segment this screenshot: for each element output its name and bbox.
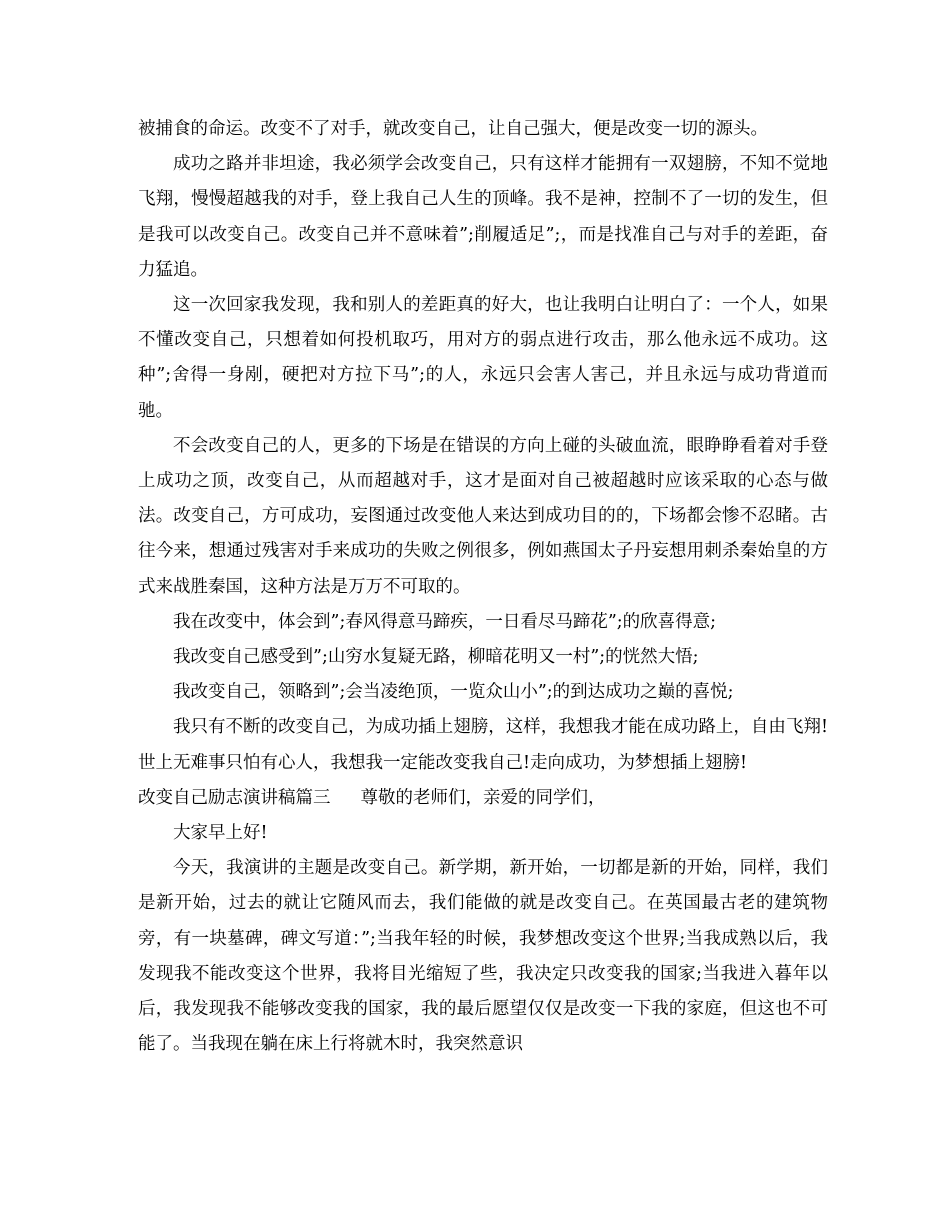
paragraph: 我改变自己，领略到”;会当凌绝顶，一览众山小”;的到达成功之巅的喜悦;	[173, 682, 734, 703]
paragraph: 不会改变自己的人，更多的下场是在错误的方向上碰的头破血流，眼睁睁看着对手登上成功之顶，改变自己，从而超越对手，这才是面对自己被超越时应该采取的心态与做法。改变自己，方可成功，妄图通过改变他人来达到成功目的的，下场都会惨不忍睹。古往今来，想通过残害对手来成功的失败之例很多，例如燕国太子丹妄想用刺杀秦始皇的方式来战胜秦国，这种方法是万万不可取的。	[138, 435, 828, 597]
document-body	[138, 112, 828, 1062]
salutation: 尊敬的老师们，亲爱的同学们，	[360, 787, 606, 808]
paragraph: 被捕食的命运。改变不了对手，就改变自己，让自己强大，便是改变一切的源头。	[138, 119, 768, 139]
paragraph: 成功之路并非坦途，我必须学会改变自己，只有这样才能拥有一双翅膀，不知不觉地飞翔，慢慢超越我的对手，登上我自己人生的顶峰。我不是神，控制不了一切的发生，但是我可以改变自己。改变自己并不意味着”;削履适足”;，而是找准自己与对手的差距，奋力猛追。	[138, 154, 828, 280]
paragraph: 我在改变中，体会到”;春风得意马蹄疾，一日看尽马蹄花”;的欣喜得意;	[173, 611, 717, 632]
section-heading-line	[138, 781, 828, 816]
paragraph: 我只有不断的改变自己，为成功插上翅膀，这样，我想我才能在成功路上，自由飞翔!世上无难事只怕有心人，我想我一定能改变我自己!走向成功，为梦想插上翅膀!	[138, 717, 828, 773]
paragraph: 这一次回家我发现，我和别人的差距真的好大，也让我明白让明白了：一个人，如果不懂改变自己，只想着如何投机取巧，用对方的弱点进行攻击，那么他永远不成功。这种”;舍得一身剐，硬把对方拉下马”;的人，永远只会害人害己，并且永远与成功背道而驰。	[138, 295, 828, 421]
paragraph: 大家早上好!	[173, 823, 268, 844]
paragraph-group-before	[138, 112, 828, 781]
paragraph: 今天，我演讲的主题是改变自己。新学期，新开始，一切都是新的开始，同样，我们是新开始，过去的就让它随风而去，我们能做的就是改变自己。在英国最古老的建筑物旁，有一块墓碑，碑文写道：”;当我年轻的时候，我梦想改变这个世界;当我成熟以后，我发现我不能改变这个世界，我将目光缩短了些，我决定只改变我的国家;当我进入暮年以后，我发现我不能够改变我的国家，我的最后愿望仅仅是改变一下我的家庭，但这也不可能了。当我现在躺在床上行将就木时，我突然意识	[138, 858, 828, 1055]
section-title: 改变自己励志演讲稿篇三	[138, 787, 331, 808]
paragraph: 我改变自己感受到”;山穷水复疑无路，柳暗花明又一村”;的恍然大悟;	[173, 647, 699, 668]
paragraph-group-after	[138, 816, 828, 1062]
